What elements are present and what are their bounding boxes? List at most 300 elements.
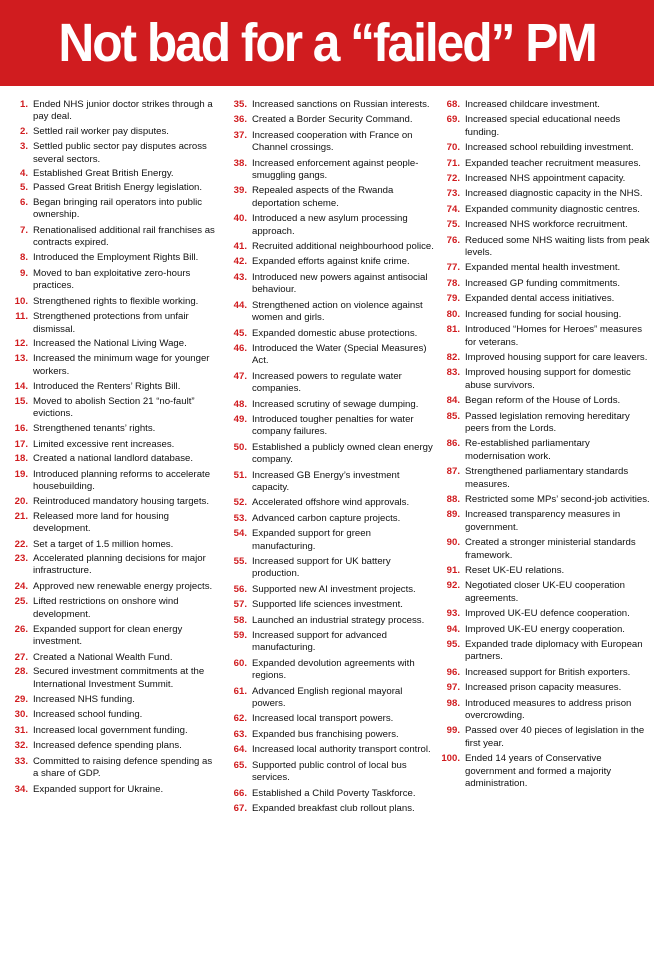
list-item [8,252,218,264]
item-text: Strengthened parliamentary standards measures. [465,466,629,490]
item-number: 12. [14,337,28,349]
item-text: Introduced tougher penalties for water company failures. [252,413,414,438]
list-item [436,278,650,290]
item-number: 53. [233,512,247,524]
item-text: Released more land for housing development. [33,510,169,535]
list-item [436,753,650,790]
list-item [8,666,218,691]
item-text: Increased NHS workforce recruitment. [465,219,628,231]
list-item [225,713,435,725]
item-text: Improved housing support for care leavers. [465,351,648,363]
item-number: 1. [19,99,28,110]
item-number: 95. [446,639,460,651]
list-item [225,442,435,467]
item-number: 28. [14,666,28,678]
item-text: Increased support for UK battery production. [252,556,391,580]
item-number: 8. [19,252,28,264]
list-item [436,639,650,664]
item-number: 37. [233,129,247,141]
list-item [436,309,650,321]
item-text: Increased GB Energy’s investment capacity. [252,469,400,493]
item-text: Expanded support for Ukraine. [33,783,164,795]
list-item [8,553,218,578]
list-item [436,324,650,349]
list-item [436,219,650,231]
item-text: Increased childcare investment. [465,99,600,110]
list-item [436,158,650,170]
list-item [436,188,650,200]
item-text: Increased support for British exporters. [465,666,631,678]
list-item [436,142,650,154]
list-item [436,725,650,750]
list-item [8,694,218,706]
list-item [225,528,435,553]
item-number: 15. [14,395,28,407]
item-number: 74. [446,203,460,215]
list-item [8,756,218,781]
item-number: 49. [233,413,247,425]
item-number: 93. [446,608,460,620]
item-text: Expanded mental health investment. [465,262,621,274]
list-item [436,235,650,260]
list-item [8,453,218,465]
item-number: 82. [446,351,460,363]
list-item [436,537,650,562]
list-item [225,399,435,411]
item-text: Improved UK-EU energy cooperation. [465,623,625,635]
item-number: 39. [233,185,247,197]
list-item [8,396,218,421]
item-number: 84. [446,395,460,407]
list-item [8,268,218,293]
list-item [225,513,435,525]
item-number: 76. [446,234,460,246]
item-text: Increased NHS funding. [33,694,135,706]
item-number: 42. [233,256,247,268]
list-item [225,729,435,741]
list-item [8,469,218,494]
title-banner [0,0,654,86]
item-number: 67. [233,802,247,814]
list-item [436,438,650,463]
item-number: 64. [233,744,247,756]
item-text: Increased local government funding. [33,724,188,736]
item-number: 23. [14,553,28,564]
item-text: Increased transparency measures in government. [465,509,621,533]
list-item [225,686,435,711]
item-number: 90. [446,537,460,549]
item-text: Increased school funding. [33,709,143,721]
item-number: 81. [446,324,460,336]
achievements-column-3 [436,99,650,794]
item-text: Increased support for advanced manufacturing. [252,630,387,654]
item-text: Introduced a new asylum processing approach. [252,213,408,237]
item-text: Expanded domestic abuse protections. [252,327,418,339]
item-number: 19. [14,468,28,480]
item-text: Expanded dental access initiatives. [465,293,615,305]
item-text: Increased scrutiny of sewage dumping. [252,398,419,410]
item-number: 50. [233,441,247,453]
item-number: 58. [233,614,247,626]
item-number: 9. [19,267,28,279]
item-number: 21. [14,510,28,522]
list-item [225,213,435,238]
item-number: 73. [446,188,460,200]
item-text: Expanded devolution agreements with regions. [252,657,415,682]
item-number: 43. [233,271,247,283]
item-number: 31. [14,724,28,736]
list-item [225,414,435,439]
item-text: Settled public sector pay disputes across several sectors. [33,141,207,165]
item-text: Strengthened rights to flexible working. [33,295,199,307]
item-text: Launched an industrial strategy process. [252,614,425,626]
list-item [225,300,435,325]
list-item [8,423,218,435]
item-text: Increased enforcement against people-smuggling gangs. [252,157,419,182]
item-text: Introduced planning reforms to accelerate housebuilding. [33,468,211,492]
list-item [225,599,435,611]
list-item [8,740,218,752]
list-item [436,395,650,407]
list-item [8,338,218,350]
item-number: 26. [14,624,28,636]
item-text: Established Great British Energy. [33,168,174,180]
item-number: 38. [233,157,247,169]
item-number: 30. [14,709,28,721]
list-item [436,667,650,679]
item-text: Introduced the Employment Rights Bill. [33,252,199,264]
item-number: 87. [446,466,460,478]
item-text: Increased special educational needs funding. [465,114,621,138]
list-item [436,682,650,694]
list-item [436,367,650,392]
item-text: Committed to raising defence spending as a share of GDP. [33,755,213,780]
list-item [8,126,218,138]
item-text: Increased diagnostic capacity in the NHS. [465,188,643,200]
list-item [8,581,218,593]
item-text: Lifted restrictions on onshore wind development. [33,596,179,620]
item-text: Expanded support for clean energy investment. [33,624,183,648]
list-item [225,584,435,596]
item-text: Re-established parliamentary modernisation work. [465,438,590,462]
list-item [225,556,435,581]
list-item [436,624,650,636]
list-item [225,658,435,683]
item-text: Introduced “Homes for Heroes” measures for veterans. [465,324,643,348]
item-text: Expanded support for green manufacturing. [252,528,371,552]
item-text: Increased sanctions on Russian interests. [252,99,430,110]
list-item [225,371,435,396]
list-item [8,511,218,536]
item-number: 35. [233,99,247,110]
item-number: 3. [19,141,28,153]
list-item [8,99,218,124]
item-text: Strengthened action on violence against women and girls. [252,299,423,324]
item-text: Introduced the Water (Special Measures) Act. [252,342,427,367]
item-text: Settled rail worker pay disputes. [33,125,169,137]
item-number: 89. [446,509,460,521]
item-number: 72. [446,173,460,185]
item-text: Increased local authority transport control. [252,744,431,756]
item-text: Limited excessive rent increases. [33,438,175,450]
item-number: 25. [14,596,28,608]
item-number: 46. [233,342,247,354]
item-text: Increased prison capacity measures. [465,682,622,694]
item-text: Increased NHS appointment capacity. [465,173,626,185]
item-number: 68. [446,99,460,110]
item-number: 11. [15,311,28,323]
item-number: 80. [446,308,460,320]
item-text: Introduced the Renters’ Rights Bill. [33,381,181,393]
list-item [436,565,650,577]
list-item [225,343,435,368]
list-item [436,173,650,185]
item-number: 54. [233,528,247,540]
item-text: Increased defence spending plans. [33,740,182,752]
list-item [225,158,435,183]
item-number: 51. [233,469,247,481]
list-item [225,803,435,815]
item-text: Restricted some MPs’ second-job activities. [465,493,650,505]
item-text: Expanded breakfast club rollout plans. [252,802,415,814]
list-item [8,784,218,796]
item-number: 7. [19,224,28,236]
list-item [8,197,218,222]
list-item [225,99,435,111]
list-item [436,466,650,491]
item-text: Advanced English regional mayoral powers. [252,685,403,710]
item-number: 44. [233,299,247,311]
item-number: 18. [14,453,28,465]
list-item [8,439,218,451]
item-number: 100. [441,753,460,765]
item-number: 6. [19,196,28,208]
item-number: 61. [233,685,247,697]
list-item [8,296,218,308]
item-number: 98. [446,697,460,709]
item-text: Recruited additional neighbourhood police. [252,241,434,253]
list-item [8,141,218,166]
item-text: Created a Border Security Command. [252,114,413,126]
item-text: Strengthened tenants’ rights. [33,423,156,435]
item-number: 70. [446,142,460,154]
item-number: 16. [14,423,28,435]
list-item [8,353,218,378]
item-text: Reintroduced mandatory housing targets. [33,496,209,508]
list-item [8,381,218,393]
item-number: 69. [446,114,460,126]
item-text: Expanded trade diplomacy with European partners. [465,639,643,663]
item-text: Expanded community diagnostic centres. [465,203,640,215]
list-item [8,709,218,721]
item-text: Strengthened protections from unfair dismissal. [33,311,189,335]
item-text: Began reform of the House of Lords. [465,395,621,407]
list-item [8,496,218,508]
item-number: 27. [14,651,28,663]
list-item [225,615,435,627]
page-title: Not bad for a “failed” PM [58,13,596,73]
item-text: Passed legislation removing hereditary peers from the Lords. [465,410,630,434]
item-text: Improved UK-EU defence cooperation. [465,608,630,620]
list-item [436,262,650,274]
item-text: Created a stronger ministerial standards framework. [465,537,636,561]
list-item [225,185,435,210]
item-text: Introduced new powers against antisocial behaviour. [252,271,428,296]
item-text: Ended 14 years of Conservative government and formed a majority administration. [465,753,612,790]
list-item [8,168,218,180]
item-number: 71. [446,157,460,169]
achievements-column-2 [225,99,435,818]
item-text: Improved housing support for domestic abuse survivors. [465,367,631,391]
item-text: Negotiated closer UK-EU cooperation agreements. [465,580,625,604]
list-item [225,760,435,785]
item-text: Accelerated planning decisions for major infrastructure. [33,553,206,577]
item-text: Passed Great British Energy legislation. [33,182,203,194]
item-number: 2. [19,125,28,137]
list-item [225,272,435,297]
list-item [225,497,435,509]
item-number: 47. [233,370,247,382]
item-text: Ended NHS junior doctor strikes through a pay deal. [33,99,213,123]
item-text: Approved new renewable energy projects. [33,580,213,592]
item-text: Expanded efforts against knife crime. [252,256,410,268]
item-text: Reset UK-EU relations. [465,565,565,576]
item-number: 14. [14,381,28,393]
item-text: Advanced carbon capture projects. [252,512,401,524]
item-number: 22. [14,538,28,550]
list-item [225,328,435,340]
list-item [225,241,435,253]
item-text: Introduced measures to address prison overcrowding. [465,697,632,722]
item-number: 97. [446,682,460,694]
item-text: Established a Child Poverty Taskforce. [252,787,416,799]
item-number: 79. [446,293,460,305]
item-text: Established a publicly owned clean energy company. [252,441,433,466]
item-number: 56. [233,583,247,595]
item-number: 78. [446,277,460,289]
item-text: Expanded teacher recruitment measures. [465,157,641,169]
list-item [225,470,435,495]
item-text: Increased local transport powers. [252,713,394,725]
list-item [225,744,435,756]
item-number: 36. [233,114,247,126]
item-number: 10. [14,295,28,307]
item-text: Set a target of 1.5 million homes. [33,538,174,550]
item-text: Increased funding for social housing. [465,308,622,320]
item-text: Began bringing rail operators into public ownership. [33,196,203,221]
item-text: Moved to abolish Section 21 “no-fault” evictions. [33,395,195,419]
item-number: 62. [233,713,247,725]
item-number: 92. [446,580,460,592]
list-item [8,311,218,336]
item-number: 96. [446,666,460,678]
item-text: Increased the National Living Wage. [33,337,187,349]
item-number: 41. [233,241,247,253]
list-item [225,630,435,655]
item-text: Increased cooperation with France on Channel crossings. [252,129,413,154]
item-number: 59. [233,630,247,642]
list-item [436,411,650,436]
list-item [225,788,435,800]
list-item [436,494,650,506]
item-text: Supported new AI investment projects. [252,583,416,595]
item-text: Moved to ban exploitative zero-hours practices. [33,267,191,292]
item-text: Created a national landlord database. [33,453,194,465]
item-text: Renationalised additional rail franchises as contracts expired. [33,224,215,249]
item-number: 34. [14,783,28,795]
item-text: Passed over 40 pieces of legislation in the first year. [465,725,645,749]
item-number: 24. [14,580,28,592]
item-number: 33. [14,755,28,767]
item-number: 52. [233,497,247,509]
list-item [436,293,650,305]
list-item [8,652,218,664]
item-number: 91. [446,565,460,576]
list-item [8,624,218,649]
list-item [436,204,650,216]
item-text: Repealed aspects of the Rwanda deportation scheme. [252,185,394,209]
item-text: Increased powers to regulate water companies. [252,370,402,395]
item-number: 75. [446,219,460,231]
item-text: Supported life sciences investment. [252,599,403,611]
list-item [436,608,650,620]
item-number: 57. [233,599,247,611]
item-number: 65. [233,759,247,771]
item-number: 48. [233,398,247,410]
list-item [8,539,218,551]
list-item [436,509,650,534]
list-item [225,114,435,126]
item-number: 5. [19,182,28,194]
item-text: Supported public control of local bus services. [252,759,407,784]
item-number: 4. [19,168,28,180]
item-text: Secured investment commitments at the International Investment Summit. [33,666,205,690]
list-item [436,580,650,605]
item-number: 40. [233,213,247,225]
item-text: Accelerated offshore wind approvals. [252,497,410,509]
list-item [436,99,650,111]
item-text: Increased GP funding commitments. [465,277,620,289]
achievements-column-1 [8,99,218,799]
item-number: 85. [446,410,460,422]
list-item [8,182,218,194]
list-item [225,256,435,268]
item-text: Created a National Wealth Fund. [33,651,173,663]
item-number: 94. [446,623,460,635]
item-number: 32. [14,740,28,752]
list-item [8,596,218,621]
list-item [225,130,435,155]
item-number: 13. [14,353,28,365]
item-number: 66. [233,787,247,799]
item-number: 17. [14,438,28,450]
list-item [436,698,650,723]
list-item [436,114,650,139]
item-number: 88. [446,493,460,505]
item-text: Increased the minimum wage for younger workers. [33,353,210,377]
item-number: 45. [233,327,247,339]
item-number: 63. [233,728,247,740]
list-item [436,352,650,364]
item-number: 29. [14,694,28,706]
item-text: Expanded bus franchising powers. [252,728,399,740]
item-number: 20. [14,496,28,508]
list-item [8,725,218,737]
item-text: Increased school rebuilding investment. [465,142,634,154]
item-number: 86. [446,438,460,450]
item-number: 77. [446,262,460,274]
item-number: 99. [446,725,460,737]
